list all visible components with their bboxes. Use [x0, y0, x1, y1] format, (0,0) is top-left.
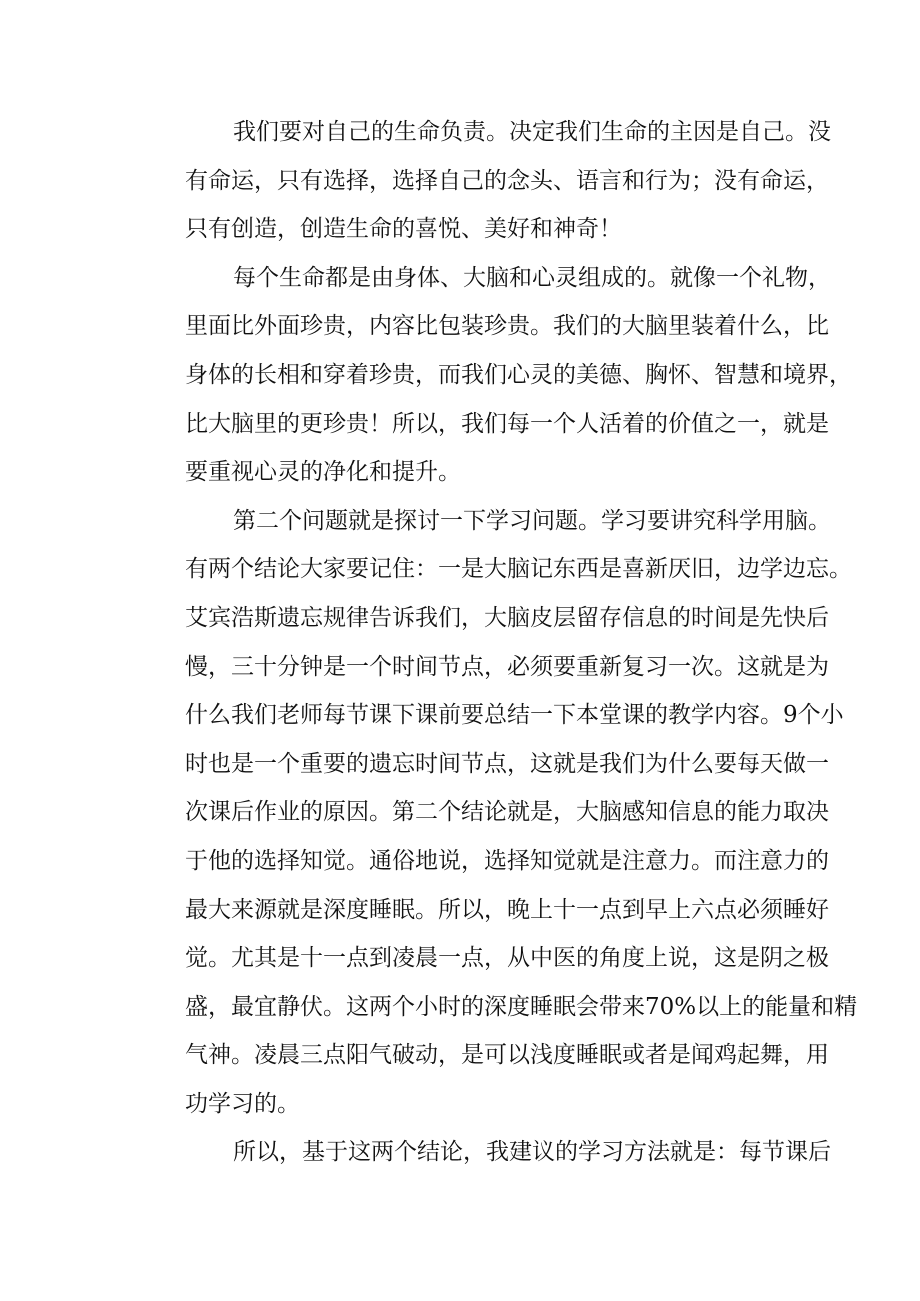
paragraph-2 — [137, 254, 852, 497]
text-line: 最大来源就是深度睡眠。所以，晚上十一点到早上六点必须睡好 — [185, 896, 829, 923]
text-line: 觉。尤其是十一点到凌晨一点，从中医的角度上说，这是阴之极 — [185, 945, 829, 972]
text-line: 盛，最宜静伏。这两个小时的深度睡眠会带来70%以上的能量和精 — [185, 993, 858, 1020]
text-line: 什么我们老师每节课下课前要总结一下本堂课的教学内容。9个小 — [185, 702, 844, 729]
text-line: 每个生命都是由身体、大脑和心灵组成的。就像一个礼物， — [233, 264, 831, 291]
text-line: 慢，三十分钟是一个时间节点，必须要重新复习一次。这就是为 — [185, 653, 829, 680]
text-line: 身体的长相和穿着珍贵，而我们心灵的美德、胸怀、智慧和境界， — [185, 361, 852, 388]
text-line: 有两个结论大家要记住：一是大脑记东西是喜新厌旧，边学边忘。 — [185, 556, 852, 583]
text-line: 艾宾浩斯遗忘规律告诉我们，大脑皮层留存信息的时间是先快后 — [185, 604, 829, 631]
paragraph-1 — [137, 108, 831, 254]
text-line: 有命运，只有选择，选择自己的念头、语言和行为；没有命运， — [185, 167, 829, 194]
text-line: 第二个问题就是探讨一下学习问题。学习要讲究科学用脑。 — [233, 507, 831, 534]
text-line: 时也是一个重要的遗忘时间节点，这就是我们为什么要每天做一 — [185, 750, 829, 777]
paragraph-3 — [137, 497, 858, 1129]
text-line: 要重视心灵的净化和提升。 — [185, 459, 461, 486]
text-line: 我们要对自己的生命负责。决定我们生命的主因是自己。没 — [233, 119, 831, 145]
text-line: 功学习的。 — [185, 1090, 300, 1117]
paragraph-4 — [137, 1128, 831, 1177]
text-line: 只有创造，创造生命的喜悦、美好和神奇！ — [185, 216, 622, 243]
text-line: 比大脑里的更珍贵！所以，我们每一个人活着的价值之一，就是 — [185, 410, 829, 437]
text-line: 里面比外面珍贵，内容比包装珍贵。我们的大脑里装着什么，比 — [185, 313, 829, 340]
text-line: 于他的选择知觉。通俗地说，选择知觉就是注意力。而注意力的 — [185, 847, 829, 874]
text-line: 所以，基于这两个结论，我建议的学习方法就是：每节课后 — [233, 1139, 831, 1166]
text-line: 次课后作业的原因。第二个结论就是，大脑感知信息的能力取决 — [185, 799, 829, 826]
document-body — [137, 108, 858, 1177]
text-line: 气神。凌晨三点阳气破动，是可以浅度睡眠或者是闻鸡起舞，用 — [185, 1042, 829, 1069]
